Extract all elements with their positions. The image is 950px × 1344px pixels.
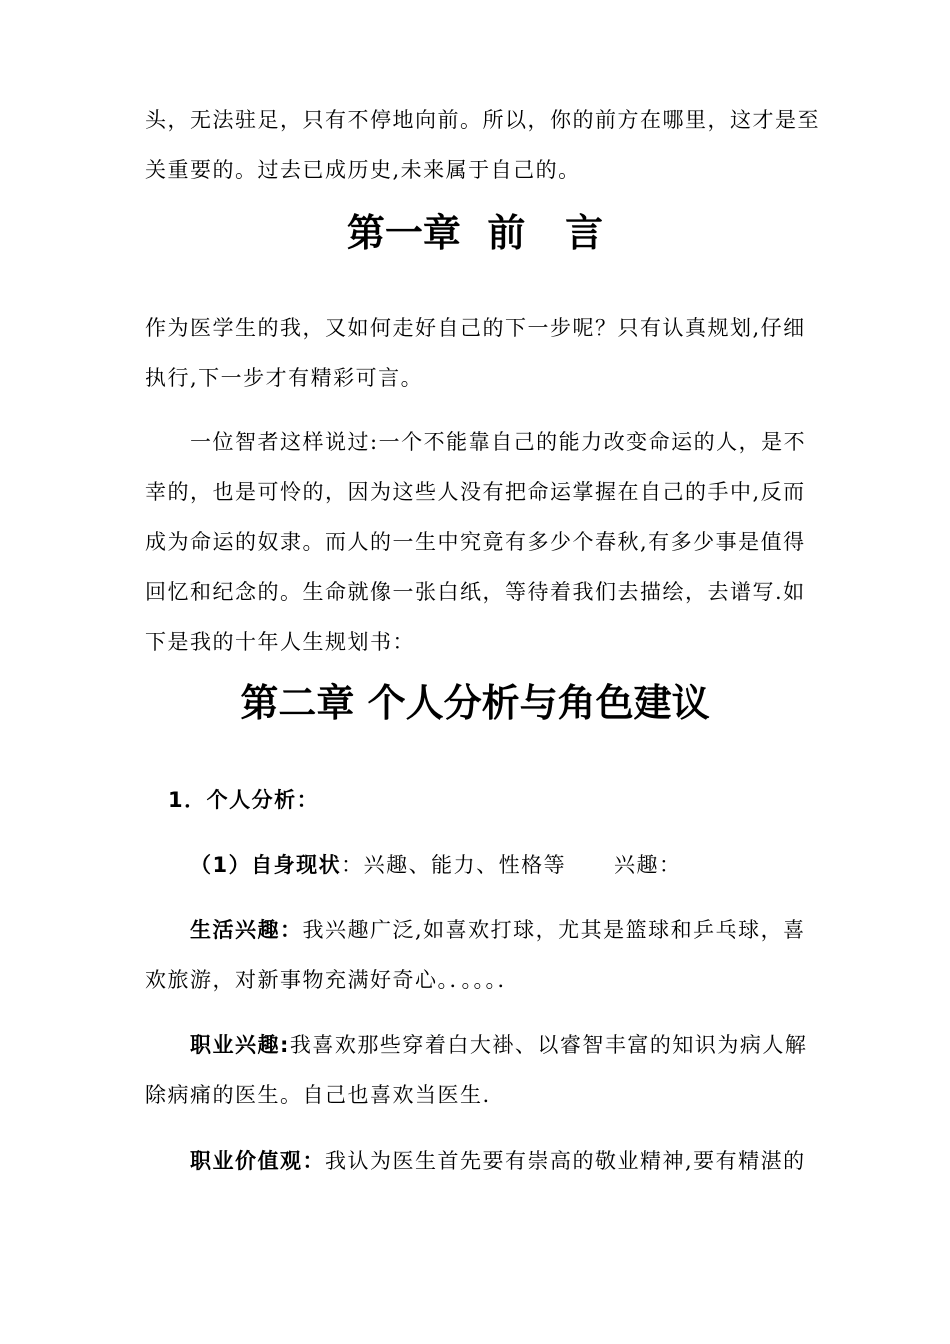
body-text-line: 头，无法驻足，只有不停地向前。所以，你的前方在哪里，这才是至 xyxy=(145,108,820,132)
body-text-line: 一位智者这样说过:一个不能靠自己的能力改变命运的人，是不 xyxy=(190,430,807,454)
career-interest-text: 我喜欢那些穿着白大褂、以睿智丰富的知识为病人解 xyxy=(289,1033,808,1057)
status-line xyxy=(190,851,566,879)
body-text-line: 下是我的十年人生规划书： xyxy=(145,630,415,654)
career-value-text: 我认为医生首先要有崇高的敬业精神,要有精湛的 xyxy=(325,1149,806,1173)
body-text-line: 除病痛的医生。自己也喜欢当医生. xyxy=(145,1083,491,1107)
body-text-line: 成为命运的奴隶。而人的一生中究竟有多少个春秋,有多少事是值得 xyxy=(145,530,806,554)
chapter-2-title: 第二章 个人分析与角色建议 xyxy=(240,681,710,725)
life-interest-text: 我兴趣广泛,如喜欢打球，尤其是篮球和乒乓球，喜 xyxy=(302,918,806,942)
status-label: （1）自身现状 xyxy=(190,853,342,877)
body-text-line: 作为医学生的我，又如何走好自己的下一步呢？只有认真规划,仔细 xyxy=(145,316,806,340)
body-text-line: 关重要的。过去已成历史,未来属于自己的。 xyxy=(145,158,581,182)
body-text-line: 回忆和纪念的。生命就像一张白纸，等待着我们去描绘，去谱写.如 xyxy=(145,580,806,604)
life-interest-line xyxy=(190,916,806,944)
status-text: ：兴趣、能力、性格等 xyxy=(341,853,567,877)
life-interest-label: 生活兴趣： xyxy=(190,918,303,942)
interest-label: 兴趣： xyxy=(614,853,682,877)
section-heading: 1．个人分析： xyxy=(168,788,320,812)
body-text-line: 执行,下一步才有精彩可言。 xyxy=(145,366,424,390)
body-text-line: 欢旅游，对新事物充满好奇心。．。。。． xyxy=(145,968,520,992)
career-interest-line xyxy=(190,1031,807,1059)
chapter-1-title: 第一章 前 言 xyxy=(346,211,604,255)
career-interest-label: 职业兴趣: xyxy=(190,1033,290,1057)
body-text-line: 幸的，也是可怜的，因为这些人没有把命运掌握在自己的手中,反而 xyxy=(145,480,806,504)
career-value-label: 职业价值观： xyxy=(190,1149,325,1173)
career-value-line xyxy=(190,1147,806,1175)
